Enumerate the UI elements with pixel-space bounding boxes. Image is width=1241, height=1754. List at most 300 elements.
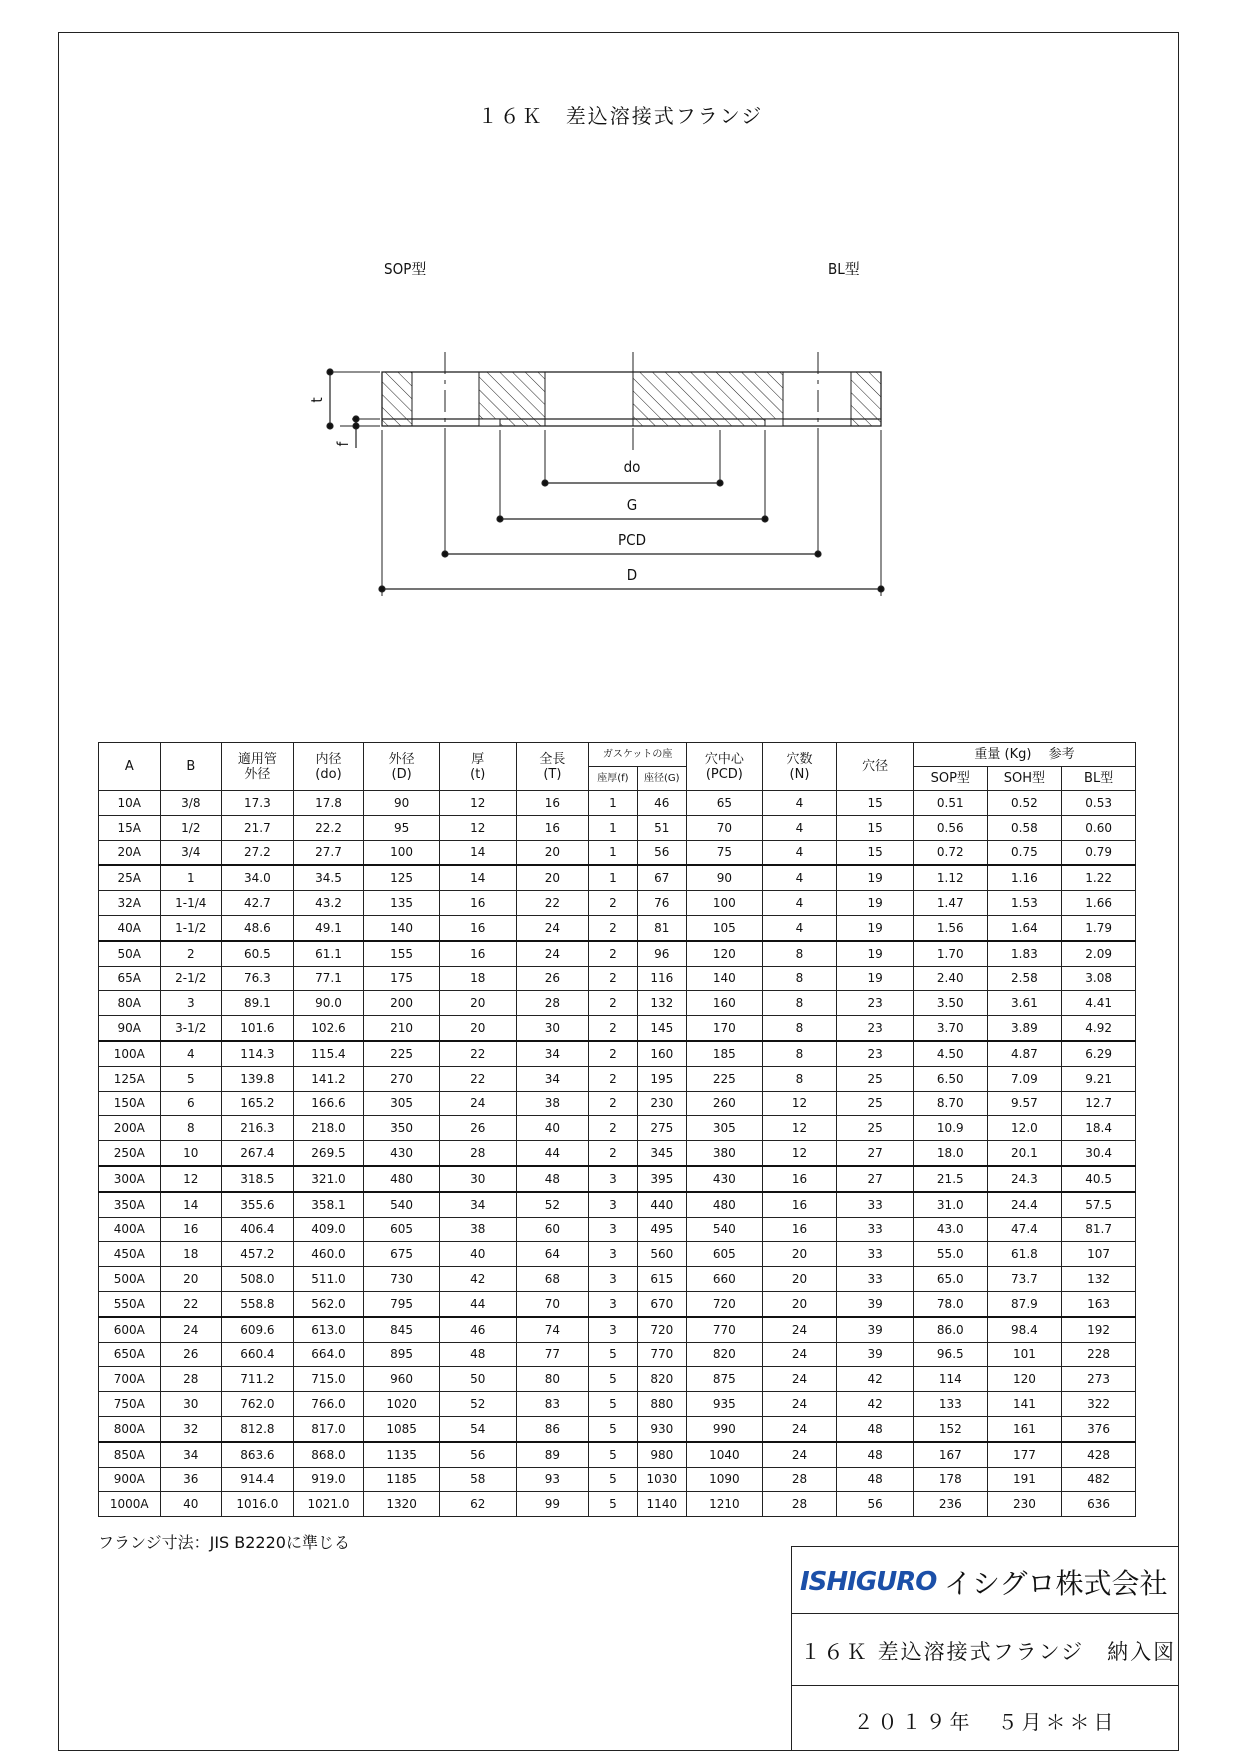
d-label: D bbox=[626, 566, 638, 584]
table-cell: 558.8 bbox=[222, 1291, 294, 1316]
table-cell: 16 bbox=[762, 1217, 837, 1242]
table-cell: 5 bbox=[589, 1442, 637, 1467]
table-cell: 31.0 bbox=[913, 1192, 987, 1217]
table-cell: 33 bbox=[837, 1267, 914, 1292]
table-cell: 28 bbox=[762, 1492, 837, 1517]
table-cell: 500A bbox=[99, 1267, 161, 1292]
table-cell: 86 bbox=[516, 1416, 589, 1441]
table-cell: 90.0 bbox=[293, 991, 364, 1016]
table-cell: 10.9 bbox=[913, 1116, 987, 1141]
table-cell: 613.0 bbox=[293, 1317, 364, 1342]
table-cell: 17.3 bbox=[222, 791, 294, 816]
table-row bbox=[99, 1166, 1136, 1192]
table-cell: 0.52 bbox=[987, 791, 1062, 816]
table-cell: 8.70 bbox=[913, 1091, 987, 1116]
table-cell: 60.5 bbox=[222, 941, 294, 966]
table-cell: 12 bbox=[762, 1116, 837, 1141]
table-cell: 76 bbox=[637, 891, 686, 916]
table-cell: 321.0 bbox=[293, 1166, 364, 1192]
table-cell: 228 bbox=[1062, 1342, 1136, 1367]
table-cell: 64 bbox=[516, 1242, 589, 1267]
table-cell: 1.66 bbox=[1062, 891, 1136, 916]
table-cell: 20 bbox=[762, 1291, 837, 1316]
table-cell: 2 bbox=[589, 1066, 637, 1091]
table-cell: 133 bbox=[913, 1392, 987, 1417]
table-cell: 20A bbox=[99, 840, 161, 865]
table-cell: 1 bbox=[589, 840, 637, 865]
table-row bbox=[99, 1041, 1136, 1066]
table-cell: 930 bbox=[637, 1416, 686, 1441]
table-cell: 33 bbox=[837, 1242, 914, 1267]
table-cell: 16 bbox=[439, 891, 516, 916]
table-cell: 660 bbox=[687, 1267, 763, 1292]
table-cell: 1 bbox=[589, 791, 637, 816]
table-cell: 480 bbox=[687, 1192, 763, 1217]
table-cell: 140 bbox=[687, 966, 763, 991]
table-cell: 24.4 bbox=[987, 1192, 1062, 1217]
table-cell: 24 bbox=[439, 1091, 516, 1116]
table-cell: 9.21 bbox=[1062, 1066, 1136, 1091]
table-cell: 6 bbox=[160, 1091, 222, 1116]
table-cell: 68 bbox=[516, 1267, 589, 1292]
table-cell: 22 bbox=[160, 1291, 222, 1316]
table-row bbox=[99, 1291, 1136, 1316]
flange-section-drawing bbox=[0, 0, 1241, 640]
table-cell: 2 bbox=[589, 1016, 637, 1041]
table-cell: 90A bbox=[99, 1016, 161, 1041]
table-cell: 28 bbox=[516, 991, 589, 1016]
col-holes: 穴数 (N) bbox=[762, 743, 837, 791]
table-cell: 24 bbox=[762, 1392, 837, 1417]
table-cell: 3.50 bbox=[913, 991, 987, 1016]
table-cell: 540 bbox=[364, 1192, 440, 1217]
table-cell: 817.0 bbox=[293, 1416, 364, 1441]
table-cell: 2 bbox=[589, 966, 637, 991]
table-cell: 2.58 bbox=[987, 966, 1062, 991]
col-do: 内径 (do) bbox=[293, 743, 364, 791]
table-cell: 107 bbox=[1062, 1242, 1136, 1267]
table-row bbox=[99, 1467, 1136, 1492]
table-cell: 730 bbox=[364, 1267, 440, 1292]
table-cell: 34.5 bbox=[293, 865, 364, 890]
table-cell: 430 bbox=[687, 1166, 763, 1192]
table-cell: 960 bbox=[364, 1367, 440, 1392]
table-cell: 24 bbox=[762, 1342, 837, 1367]
table-cell: 875 bbox=[687, 1367, 763, 1392]
table-cell: 65 bbox=[687, 791, 763, 816]
table-cell: 440 bbox=[637, 1192, 686, 1217]
col-gasket-g: 座径(G) bbox=[637, 767, 686, 791]
table-cell: 23 bbox=[837, 1016, 914, 1041]
table-cell: 5 bbox=[589, 1342, 637, 1367]
table-cell: 4.41 bbox=[1062, 991, 1136, 1016]
table-cell: 2 bbox=[589, 941, 637, 966]
table-cell: 28 bbox=[439, 1141, 516, 1166]
table-cell: 2.09 bbox=[1062, 941, 1136, 966]
table-cell: 19 bbox=[837, 915, 914, 940]
table-cell: 12 bbox=[762, 1141, 837, 1166]
table-cell: 820 bbox=[637, 1367, 686, 1392]
table-cell: 12.0 bbox=[987, 1116, 1062, 1141]
table-cell: 30.4 bbox=[1062, 1141, 1136, 1166]
table-cell: 3 bbox=[589, 1317, 637, 1342]
table-cell: 32 bbox=[160, 1416, 222, 1441]
table-cell: 1140 bbox=[637, 1492, 686, 1517]
table-cell: 42 bbox=[439, 1267, 516, 1292]
table-cell: 4 bbox=[762, 891, 837, 916]
table-cell: 34 bbox=[439, 1192, 516, 1217]
col-hole-dia: 穴径 bbox=[837, 743, 914, 791]
table-cell: 166.6 bbox=[293, 1091, 364, 1116]
table-cell: 914.4 bbox=[222, 1467, 294, 1492]
flange-outline bbox=[382, 372, 881, 426]
t-label: t bbox=[308, 397, 326, 403]
table-cell: 8 bbox=[762, 966, 837, 991]
table-cell: 80A bbox=[99, 991, 161, 1016]
table-cell: 350 bbox=[364, 1116, 440, 1141]
col-a: A bbox=[99, 743, 161, 791]
table-cell: 46 bbox=[637, 791, 686, 816]
col-length: 全長 (T) bbox=[516, 743, 589, 791]
table-cell: 80 bbox=[516, 1367, 589, 1392]
table-cell: 20.1 bbox=[987, 1141, 1062, 1166]
table-cell: 269.5 bbox=[293, 1141, 364, 1166]
table-cell: 39 bbox=[837, 1317, 914, 1342]
table-cell: 19 bbox=[837, 966, 914, 991]
table-cell: 615 bbox=[637, 1267, 686, 1292]
table-cell: 70 bbox=[516, 1291, 589, 1316]
table-cell: 115.4 bbox=[293, 1041, 364, 1066]
table-cell: 25 bbox=[837, 1066, 914, 1091]
table-cell: 132 bbox=[1062, 1267, 1136, 1292]
table-cell: 42 bbox=[837, 1367, 914, 1392]
table-cell: 90 bbox=[687, 865, 763, 890]
table-cell: 2 bbox=[589, 1141, 637, 1166]
col-gasket-f: 座厚(f) bbox=[589, 767, 637, 791]
table-cell: 355.6 bbox=[222, 1192, 294, 1217]
table-cell: 177 bbox=[987, 1442, 1062, 1467]
table-cell: 93 bbox=[516, 1467, 589, 1492]
table-cell: 114 bbox=[913, 1367, 987, 1392]
table-cell: 24 bbox=[762, 1367, 837, 1392]
table-cell: 17.8 bbox=[293, 791, 364, 816]
table-cell: 42.7 bbox=[222, 891, 294, 916]
table-cell: 3-1/2 bbox=[160, 1016, 222, 1041]
table-cell: 38 bbox=[516, 1091, 589, 1116]
table-cell: 8 bbox=[762, 1066, 837, 1091]
table-cell: 406.4 bbox=[222, 1217, 294, 1242]
table-cell: 8 bbox=[762, 941, 837, 966]
table-row bbox=[99, 991, 1136, 1016]
table-cell: 4 bbox=[762, 840, 837, 865]
table-cell: 16 bbox=[439, 915, 516, 940]
table-cell: 7.09 bbox=[987, 1066, 1062, 1091]
table-cell: 0.51 bbox=[913, 791, 987, 816]
table-cell: 1.53 bbox=[987, 891, 1062, 916]
table-cell: 1 bbox=[589, 865, 637, 890]
table-row bbox=[99, 1492, 1136, 1517]
table-cell: 3.61 bbox=[987, 991, 1062, 1016]
table-cell: 24 bbox=[516, 915, 589, 940]
table-cell: 1.56 bbox=[913, 915, 987, 940]
col-b: B bbox=[160, 743, 222, 791]
table-cell: 34 bbox=[160, 1442, 222, 1467]
col-thickness: 厚 (t) bbox=[439, 743, 516, 791]
table-cell: 61.1 bbox=[293, 941, 364, 966]
table-cell: 3 bbox=[589, 1267, 637, 1292]
table-cell: 935 bbox=[687, 1392, 763, 1417]
table-cell: 218.0 bbox=[293, 1116, 364, 1141]
table-row bbox=[99, 1267, 1136, 1292]
table-cell: 32A bbox=[99, 891, 161, 916]
table-cell: 89 bbox=[516, 1442, 589, 1467]
table-cell: 15 bbox=[837, 815, 914, 840]
table-cell: 155 bbox=[364, 941, 440, 966]
table-cell: 101 bbox=[987, 1342, 1062, 1367]
table-cell: 495 bbox=[637, 1217, 686, 1242]
table-cell: 3 bbox=[589, 1192, 637, 1217]
table-cell: 62 bbox=[439, 1492, 516, 1517]
table-cell: 185 bbox=[687, 1041, 763, 1066]
table-cell: 5 bbox=[589, 1416, 637, 1441]
table-cell: 318.5 bbox=[222, 1166, 294, 1192]
table-cell: 56 bbox=[837, 1492, 914, 1517]
table-cell: 766.0 bbox=[293, 1392, 364, 1417]
table-cell: 16 bbox=[160, 1217, 222, 1242]
table-row bbox=[99, 1217, 1136, 1242]
table-cell: 40 bbox=[160, 1492, 222, 1517]
table-cell: 0.58 bbox=[987, 815, 1062, 840]
table-cell: 380 bbox=[687, 1141, 763, 1166]
table-cell: 650A bbox=[99, 1342, 161, 1367]
table-row bbox=[99, 915, 1136, 940]
table-cell: 2 bbox=[589, 1091, 637, 1116]
table-cell: 16 bbox=[762, 1192, 837, 1217]
table-cell: 120 bbox=[987, 1367, 1062, 1392]
company-name: イシグロ株式会社 bbox=[944, 1567, 1168, 1600]
table-cell: 715.0 bbox=[293, 1367, 364, 1392]
table-cell: 145 bbox=[637, 1016, 686, 1041]
table-cell: 139.8 bbox=[222, 1066, 294, 1091]
table-cell: 20 bbox=[516, 865, 589, 890]
table-cell: 800A bbox=[99, 1416, 161, 1441]
table-row bbox=[99, 1192, 1136, 1217]
table-cell: 125A bbox=[99, 1066, 161, 1091]
table-cell: 52 bbox=[516, 1192, 589, 1217]
table-row bbox=[99, 815, 1136, 840]
pcd-label: PCD bbox=[618, 531, 646, 549]
table-cell: 77 bbox=[516, 1342, 589, 1367]
col-pipe-od: 適用管 外径 bbox=[222, 743, 294, 791]
table-cell: 20 bbox=[762, 1267, 837, 1292]
table-cell: 95 bbox=[364, 815, 440, 840]
table-cell: 560 bbox=[637, 1242, 686, 1267]
col-weight-soh: SOH型 bbox=[987, 767, 1062, 791]
table-cell: 21.7 bbox=[222, 815, 294, 840]
table-cell: 4 bbox=[762, 915, 837, 940]
table-cell: 20 bbox=[439, 991, 516, 1016]
table-cell: 762.0 bbox=[222, 1392, 294, 1417]
table-cell: 210 bbox=[364, 1016, 440, 1041]
table-cell: 102.6 bbox=[293, 1016, 364, 1041]
g-label: G bbox=[626, 496, 638, 514]
table-cell: 2-1/2 bbox=[160, 966, 222, 991]
table-cell: 96.5 bbox=[913, 1342, 987, 1367]
table-cell: 27.7 bbox=[293, 840, 364, 865]
table-cell: 14 bbox=[439, 840, 516, 865]
table-cell: 8 bbox=[160, 1116, 222, 1141]
table-cell: 2 bbox=[589, 1116, 637, 1141]
table-cell: 1-1/4 bbox=[160, 891, 222, 916]
table-cell: 376 bbox=[1062, 1416, 1136, 1441]
table-cell: 14 bbox=[439, 865, 516, 890]
table-cell: 36 bbox=[160, 1467, 222, 1492]
table-cell: 670 bbox=[637, 1291, 686, 1316]
table-cell: 16 bbox=[762, 1166, 837, 1192]
table-cell: 1 bbox=[589, 815, 637, 840]
table-cell: 18.4 bbox=[1062, 1116, 1136, 1141]
table-row bbox=[99, 1091, 1136, 1116]
table-cell: 820 bbox=[687, 1342, 763, 1367]
dimension-note: フランジ寸法：JIS B2220に準じる bbox=[98, 1533, 350, 1552]
table-cell: 46 bbox=[439, 1317, 516, 1342]
table-cell: 2 bbox=[160, 941, 222, 966]
table-cell: 660.4 bbox=[222, 1342, 294, 1367]
table-cell: 33 bbox=[837, 1217, 914, 1242]
table-cell: 22 bbox=[439, 1041, 516, 1066]
table-cell: 562.0 bbox=[293, 1291, 364, 1316]
table-cell: 74 bbox=[516, 1317, 589, 1342]
table-cell: 96 bbox=[637, 941, 686, 966]
table-cell: 15 bbox=[837, 840, 914, 865]
table-cell: 305 bbox=[687, 1116, 763, 1141]
table-cell: 636 bbox=[1062, 1492, 1136, 1517]
table-cell: 795 bbox=[364, 1291, 440, 1316]
table-cell: 15A bbox=[99, 815, 161, 840]
table-cell: 98.4 bbox=[987, 1317, 1062, 1342]
drawing-date: ２０１９年 ５月＊＊日 bbox=[853, 1710, 1118, 1734]
table-cell: 1135 bbox=[364, 1442, 440, 1467]
table-cell: 50A bbox=[99, 941, 161, 966]
table-cell: 23 bbox=[837, 991, 914, 1016]
title-block-name-row bbox=[792, 1614, 1179, 1686]
table-cell: 275 bbox=[637, 1116, 686, 1141]
table-cell: 322 bbox=[1062, 1392, 1136, 1417]
table-cell: 260 bbox=[687, 1091, 763, 1116]
table-cell: 10 bbox=[160, 1141, 222, 1166]
table-cell: 2 bbox=[589, 991, 637, 1016]
table-cell: 350A bbox=[99, 1192, 161, 1217]
table-cell: 4 bbox=[762, 815, 837, 840]
table-cell: 30 bbox=[516, 1016, 589, 1041]
table-row bbox=[99, 1116, 1136, 1141]
table-cell: 15 bbox=[837, 791, 914, 816]
table-cell: 482 bbox=[1062, 1467, 1136, 1492]
table-cell: 22 bbox=[439, 1066, 516, 1091]
table-cell: 77.1 bbox=[293, 966, 364, 991]
table-cell: 19 bbox=[837, 865, 914, 890]
table-cell: 20 bbox=[160, 1267, 222, 1292]
table-row bbox=[99, 791, 1136, 816]
table-cell: 720 bbox=[637, 1317, 686, 1342]
table-cell: 21.5 bbox=[913, 1166, 987, 1192]
table-cell: 100 bbox=[687, 891, 763, 916]
bl-type-label: BL型 bbox=[828, 260, 860, 278]
table-cell: 428 bbox=[1062, 1442, 1136, 1467]
table-cell: 48 bbox=[516, 1166, 589, 1192]
table-cell: 273 bbox=[1062, 1367, 1136, 1392]
table-cell: 600A bbox=[99, 1317, 161, 1342]
table-cell: 191 bbox=[987, 1467, 1062, 1492]
table-cell: 0.72 bbox=[913, 840, 987, 865]
table-cell: 0.53 bbox=[1062, 791, 1136, 816]
title-block bbox=[791, 1546, 1179, 1751]
table-cell: 24 bbox=[160, 1317, 222, 1342]
table-cell: 44 bbox=[516, 1141, 589, 1166]
table-cell: 16 bbox=[516, 815, 589, 840]
table-row bbox=[99, 1066, 1136, 1091]
table-cell: 270 bbox=[364, 1066, 440, 1091]
title-block-date-row bbox=[792, 1686, 1179, 1752]
table-cell: 1000A bbox=[99, 1492, 161, 1517]
table-cell: 605 bbox=[364, 1217, 440, 1242]
table-cell: 89.1 bbox=[222, 991, 294, 1016]
table-cell: 919.0 bbox=[293, 1467, 364, 1492]
table-cell: 3.08 bbox=[1062, 966, 1136, 991]
table-cell: 225 bbox=[687, 1066, 763, 1091]
table-cell: 83 bbox=[516, 1392, 589, 1417]
table-cell: 76.3 bbox=[222, 966, 294, 991]
table-cell: 605 bbox=[687, 1242, 763, 1267]
table-cell: 120 bbox=[687, 941, 763, 966]
table-cell: 10A bbox=[99, 791, 161, 816]
table-cell: 3 bbox=[589, 1166, 637, 1192]
table-cell: 1085 bbox=[364, 1416, 440, 1441]
table-cell: 6.29 bbox=[1062, 1041, 1136, 1066]
table-cell: 60 bbox=[516, 1217, 589, 1242]
table-cell: 56 bbox=[439, 1442, 516, 1467]
table-cell: 400A bbox=[99, 1217, 161, 1242]
table-cell: 225 bbox=[364, 1041, 440, 1066]
table-cell: 165.2 bbox=[222, 1091, 294, 1116]
table-cell: 3 bbox=[589, 1242, 637, 1267]
table-cell: 1185 bbox=[364, 1467, 440, 1492]
table-cell: 480 bbox=[364, 1166, 440, 1192]
table-row bbox=[99, 1392, 1136, 1417]
table-cell: 550A bbox=[99, 1291, 161, 1316]
table-cell: 720 bbox=[687, 1291, 763, 1316]
table-cell: 200 bbox=[364, 991, 440, 1016]
table-cell: 770 bbox=[687, 1317, 763, 1342]
table-cell: 1.83 bbox=[987, 941, 1062, 966]
table-cell: 43.0 bbox=[913, 1217, 987, 1242]
table-row bbox=[99, 865, 1136, 890]
table-cell: 25 bbox=[837, 1091, 914, 1116]
table-cell: 195 bbox=[637, 1066, 686, 1091]
table-cell: 160 bbox=[687, 991, 763, 1016]
table-cell: 22.2 bbox=[293, 815, 364, 840]
table-cell: 20 bbox=[516, 840, 589, 865]
table-cell: 38 bbox=[439, 1217, 516, 1242]
col-od: 外径 (D) bbox=[364, 743, 440, 791]
table-cell: 105 bbox=[687, 915, 763, 940]
table-cell: 30 bbox=[160, 1392, 222, 1417]
table-cell: 895 bbox=[364, 1342, 440, 1367]
table-cell: 78.0 bbox=[913, 1291, 987, 1316]
table-cell: 3/4 bbox=[160, 840, 222, 865]
table-cell: 40 bbox=[439, 1242, 516, 1267]
table-cell: 116 bbox=[637, 966, 686, 991]
